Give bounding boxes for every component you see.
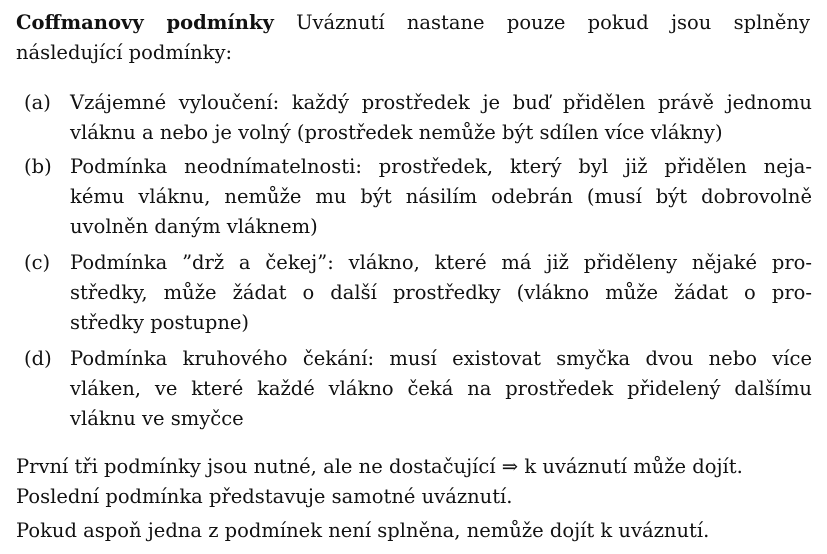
item-a-label: (a): [24, 91, 51, 114]
item-c-label: (c): [24, 251, 51, 274]
item-b-line-3: uvolněn daným vláknem): [70, 215, 318, 238]
item-d-label: (d): [24, 347, 52, 370]
item-d-line-1: Podmínka kruhového čekání: musí existovat smyčka dvou nebo více: [70, 347, 812, 370]
intro-term: Coffmanovy podmínky: [16, 11, 274, 34]
item-b-label: (b): [24, 155, 52, 178]
item-d-line-3: vláknu ve smyčce: [70, 407, 244, 430]
item-a-line-1: Vzájemné vyloučení: každý prostředek je buď přidělen právě jednomu: [70, 91, 812, 114]
item-b-line-1: Podmínka neodnímatelnosti: prostředek, který byl již přidělen neja-: [70, 155, 812, 178]
item-c-line-1: Podmínka ”drž a čekej”: vlákno, které má již přiděleny nějaké pro-: [70, 251, 812, 274]
item-c-line-2: středky, může žádat o další prostředky (vlákno může žádat o pro-: [70, 281, 812, 304]
item-b-line-2: kému vláknu, nemůže mu být násilím odebrán (musí být dobrovolně: [70, 185, 812, 208]
intro-line-2: následující podmínky:: [16, 41, 233, 64]
item-d-line-2: vláken, ve které každé vlákno čeká na prostředek přidelený dalšímu: [70, 377, 812, 400]
final-sentence: Pokud aspoň jedna z podmínek není splněna, nemůže dojít k uváznutí.: [16, 519, 710, 542]
conclusion-line-2: Poslední podmínka představuje samotné uváznutí.: [16, 485, 513, 508]
item-c-line-3: středky postupne): [70, 311, 250, 334]
intro-line-1: [16, 8, 810, 38]
item-a-line-2: vláknu a nebo je volný (prostředek nemůže být sdílen více vlákny): [70, 121, 723, 144]
conclusion-line-1: První tři podmínky jsou nutné, ale ne dostačující ⇒ k uváznutí může dojít.: [16, 455, 743, 478]
intro-line-1-text: Uváznutí nastane pouze pokud jsou splněny: [296, 11, 810, 34]
